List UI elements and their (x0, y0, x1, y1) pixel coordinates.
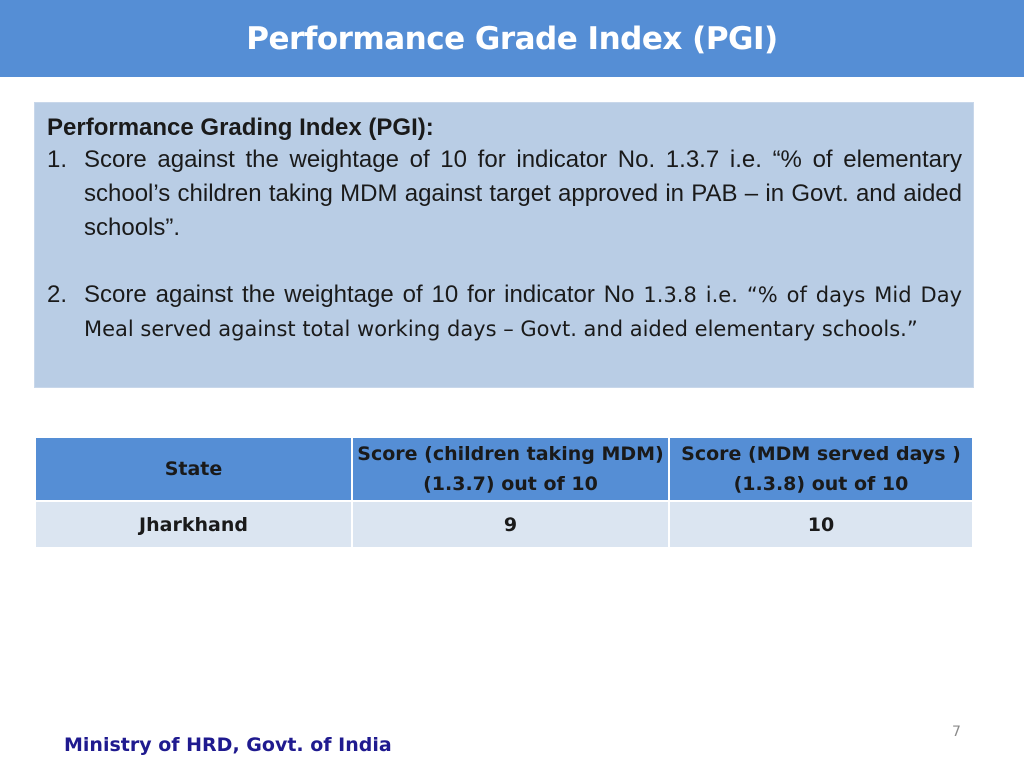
header-score-138 (669, 437, 973, 501)
header-score-137-line2: (1.3.7) out of 10 (423, 473, 598, 495)
header-score-137-line1: Score (children taking MDM) (357, 443, 664, 465)
cell-score-137: 9 (352, 501, 669, 548)
info-item-1 (47, 143, 962, 245)
title-bar (0, 0, 1024, 77)
cell-state: Jharkhand (35, 501, 352, 548)
info-heading: Performance Grading Index (PGI): (47, 114, 434, 141)
header-score-138-line2: (1.3.8) out of 10 (733, 473, 909, 495)
slide-title: Performance Grade Index (PGI) (246, 20, 778, 57)
info-item-number: 2. (47, 281, 68, 308)
header-score-137 (352, 437, 669, 501)
cell-score-138: 10 (669, 501, 973, 548)
table-header-row (35, 437, 973, 501)
header-score-138-line1: Score (MDM served days ) (681, 443, 961, 465)
page-number: 7 (952, 724, 961, 740)
footer-ministry: Ministry of HRD, Govt. of India (64, 734, 392, 756)
info-item-number: 1. (47, 146, 68, 173)
info-item-text-rest: 1.3.8 i.e. “% of days Mid Day Meal served against total working days – Govt. and aided elementary schools.” (84, 283, 962, 341)
header-state: State (35, 437, 352, 501)
info-item-text-main: Score against the weightage of 10 for indicator No (84, 281, 635, 308)
pgi-info-box (34, 102, 974, 388)
info-item-text: Score against the weightage of 10 for indicator No. 1.3.7 i.e. “% of elementary school’s children taking MDM against target approved in PAB – in Govt. and aided schools”. (84, 146, 962, 241)
info-item-2 (47, 278, 962, 346)
table-row (35, 501, 973, 548)
score-table (34, 436, 974, 549)
info-item-text (84, 278, 962, 346)
